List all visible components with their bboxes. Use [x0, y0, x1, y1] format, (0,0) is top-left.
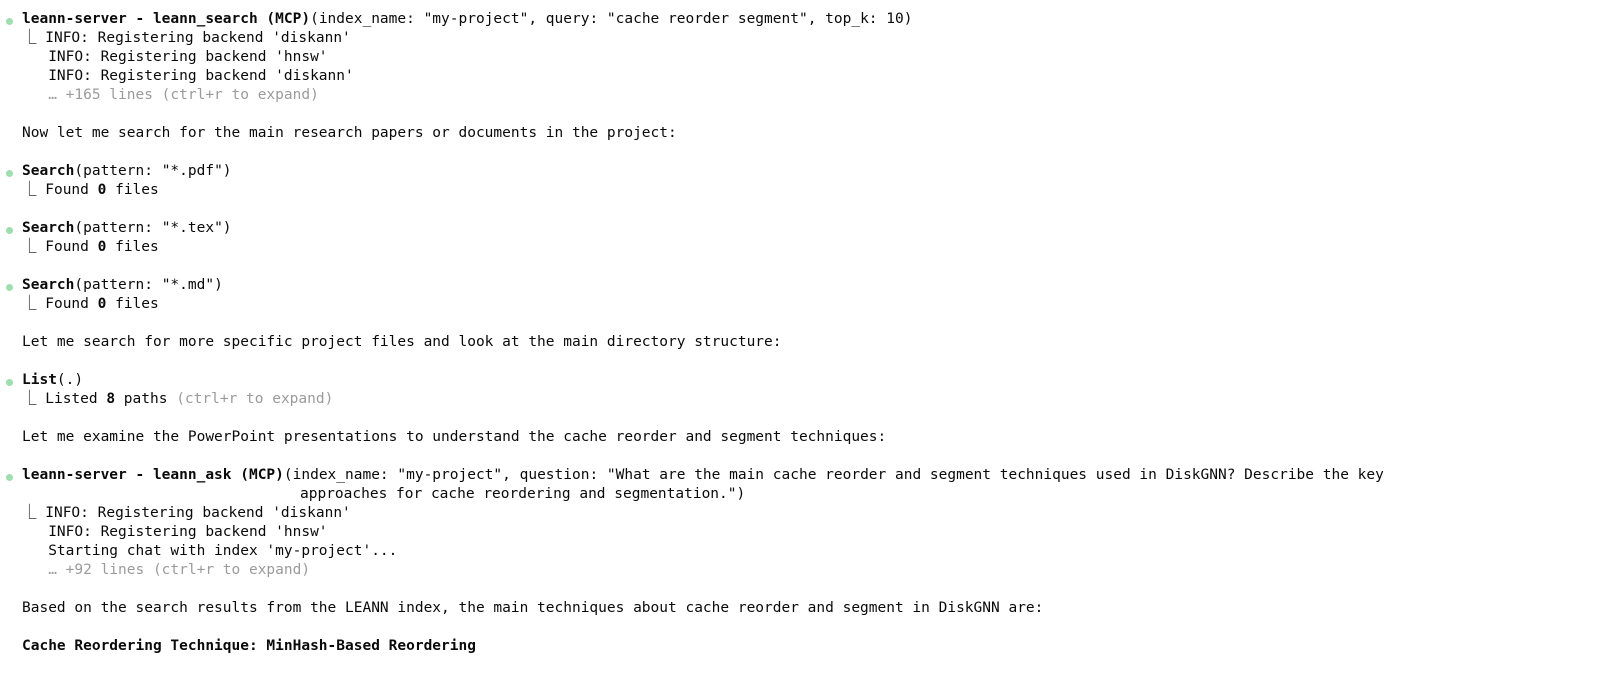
result-line	[22, 238, 1600, 257]
result-text: INFO: Registering backend 'diskann'	[48, 68, 354, 84]
elbow-icon: ⎿	[22, 239, 37, 255]
spacer	[0, 200, 1600, 219]
spacer	[0, 352, 1600, 371]
tool-invocation-line	[22, 219, 1600, 238]
expand-more-text: … +165 lines (ctrl+r to expand)	[48, 87, 319, 103]
tool-name: leann-server - leann_ask (MCP)	[22, 467, 284, 483]
section-heading: Cache Reordering Technique: MinHash-Based Reordering	[22, 638, 476, 654]
tool-args: (pattern: "*.md")	[74, 277, 223, 293]
tool-args: (index_name: "my-project", question: "What are the main cache reorder and segment techniques used in DiskGNN? Describe the key	[283, 467, 1384, 483]
elbow-icon: ⎿	[22, 30, 37, 46]
tool-name: Search	[22, 277, 75, 293]
spacer	[0, 143, 1600, 162]
result-count: 8	[106, 391, 116, 407]
status-bullet-icon	[6, 284, 13, 291]
tool-call-search-pdf[interactable]	[0, 162, 1600, 200]
result-suffix: files	[106, 182, 159, 198]
assistant-message: Now let me search for the main research papers or documents in the project:	[22, 125, 677, 141]
tool-call-leann-search[interactable]	[0, 10, 1600, 105]
tool-name: Search	[22, 220, 75, 236]
result-text: INFO: Registering backend 'diskann'	[45, 30, 351, 46]
tool-call-leann-ask[interactable]	[0, 466, 1600, 580]
result-suffix: files	[106, 239, 159, 255]
result-text: INFO: Registering backend 'hnsw'	[48, 49, 328, 65]
tool-call-list[interactable]	[0, 371, 1600, 409]
tool-args: (pattern: "*.tex")	[74, 220, 232, 236]
result-line	[22, 48, 1600, 67]
spacer	[0, 257, 1600, 276]
tool-invocation-line	[22, 162, 1600, 181]
result-count: 0	[97, 296, 107, 312]
expand-more-line[interactable]	[22, 561, 1600, 580]
result-suffix: files	[106, 296, 159, 312]
elbow-icon: ⎿	[22, 391, 37, 407]
tool-args: (index_name: "my-project", query: "cache reorder segment", top_k: 10)	[310, 11, 913, 27]
elbow-icon: ⎿	[22, 505, 37, 521]
result-suffix: paths	[115, 391, 177, 407]
status-bullet-icon	[6, 474, 13, 481]
tool-name: List	[22, 372, 57, 388]
result-line	[22, 390, 1600, 409]
tool-invocation-line	[22, 371, 1600, 390]
result-prefix: Found	[45, 182, 98, 198]
tool-args: (pattern: "*.pdf")	[74, 163, 232, 179]
result-text: Starting chat with index 'my-project'...	[48, 543, 398, 559]
result-text: INFO: Registering backend 'diskann'	[45, 505, 351, 521]
spacer	[0, 447, 1600, 466]
tool-invocation-line	[22, 276, 1600, 295]
tool-invocation-line	[22, 10, 1600, 29]
expand-more-text: … +92 lines (ctrl+r to expand)	[48, 562, 311, 578]
tool-result	[22, 238, 1600, 257]
result-line	[22, 29, 1600, 48]
result-prefix: Found	[45, 296, 98, 312]
tool-result[interactable]	[22, 390, 1600, 409]
tool-result	[22, 181, 1600, 200]
result-line	[22, 67, 1600, 86]
result-text: INFO: Registering backend 'hnsw'	[48, 524, 328, 540]
elbow-icon: ⎿	[22, 296, 37, 312]
assistant-message: Let me examine the PowerPoint presentations to understand the cache reorder and segment techniques:	[22, 429, 887, 445]
tool-call-search-tex[interactable]	[0, 219, 1600, 257]
tool-args-continuation: approaches for cache reordering and segmentation.")	[300, 486, 746, 502]
result-line	[22, 181, 1600, 200]
result-prefix: Found	[45, 239, 98, 255]
result-line	[22, 295, 1600, 314]
result-count: 0	[97, 239, 107, 255]
tool-result[interactable]	[22, 29, 1600, 105]
tool-name: Search	[22, 163, 75, 179]
result-line	[22, 523, 1600, 542]
result-line	[22, 504, 1600, 523]
tool-args: (.)	[56, 372, 84, 388]
assistant-message: Based on the search results from the LEANN index, the main techniques about cache reorder and segment in DiskGNN are:	[22, 600, 1044, 616]
status-bullet-icon	[6, 170, 13, 177]
result-prefix: Listed	[45, 391, 107, 407]
elbow-icon: ⎿	[22, 182, 37, 198]
tool-invocation-line	[22, 466, 1600, 485]
status-bullet-icon	[6, 18, 13, 25]
expand-more-text: (ctrl+r to expand)	[176, 391, 334, 407]
tool-result[interactable]	[22, 504, 1600, 580]
result-line	[22, 542, 1600, 561]
tool-call-search-md[interactable]	[0, 276, 1600, 314]
tool-result	[22, 295, 1600, 314]
assistant-message: Let me search for more specific project files and look at the main directory structure:	[22, 334, 782, 350]
tool-name: leann-server - leann_search (MCP)	[22, 11, 311, 27]
status-bullet-icon	[6, 227, 13, 234]
expand-more-line[interactable]	[22, 86, 1600, 105]
status-bullet-icon	[6, 379, 13, 386]
result-count: 0	[97, 182, 107, 198]
